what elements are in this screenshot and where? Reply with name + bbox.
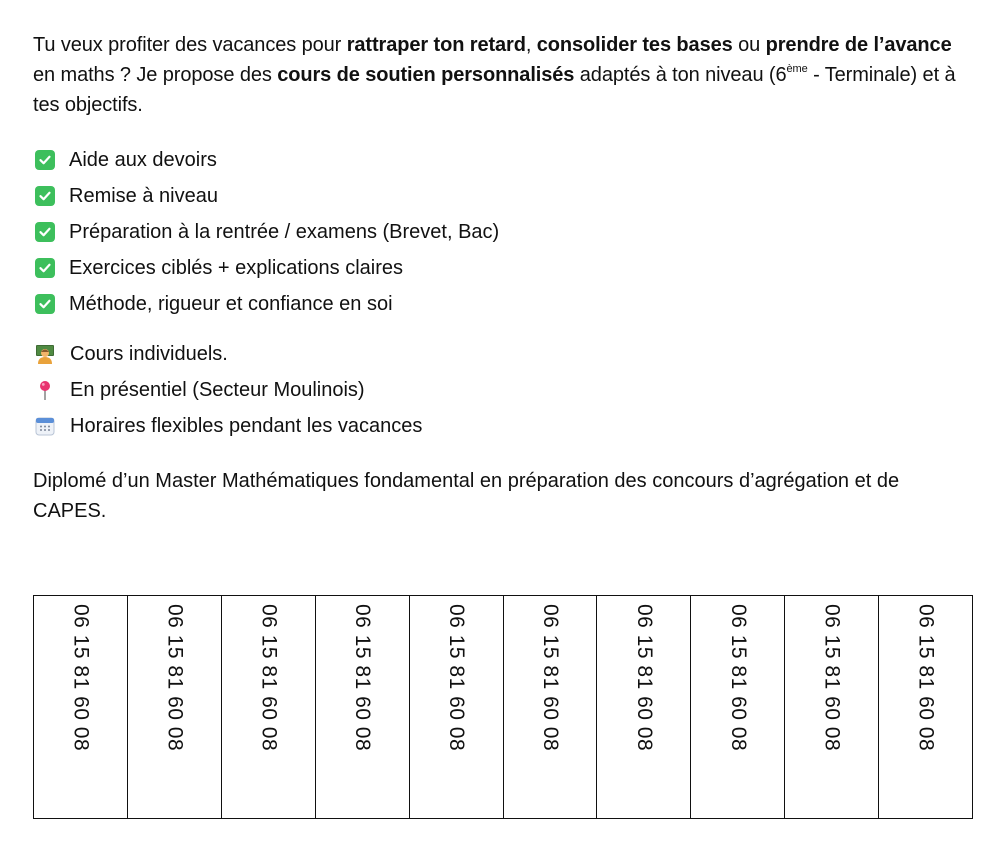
intro-bold-catch-up: rattraper ton retard xyxy=(346,34,526,56)
phone-number: 06 15 81 60 08 xyxy=(351,604,375,752)
intro-bold-get-ahead: prendre de l’avance xyxy=(765,34,952,56)
intro-text: Tu veux profiter des vacances pour xyxy=(33,34,347,56)
tear-off-tab[interactable] xyxy=(878,596,972,818)
checklist-item-label: Exercices ciblés + explications claires xyxy=(69,256,404,279)
calendar-icon xyxy=(34,415,56,437)
phone-number: 06 15 81 60 08 xyxy=(69,604,93,752)
flyer-content xyxy=(33,30,973,526)
info-item-individual xyxy=(33,336,973,372)
intro-text: , xyxy=(525,34,537,56)
diploma-paragraph: Diplomé d’un Master Mathématiques fondamental en préparation des concours d’agrégation et de CAPES. xyxy=(33,470,900,522)
info-item-schedule xyxy=(33,408,973,444)
checklist-item-label: Remise à niveau xyxy=(69,184,218,207)
intro-bold-consolidate: consolider tes bases xyxy=(536,34,733,56)
pushpin-icon xyxy=(34,379,56,401)
phone-number: 06 15 81 60 08 xyxy=(163,604,187,752)
services-checklist xyxy=(33,142,973,322)
tear-off-tab[interactable] xyxy=(221,596,315,818)
tear-off-tab[interactable] xyxy=(409,596,503,818)
checklist-item xyxy=(33,178,973,214)
phone-number: 06 15 81 60 08 xyxy=(257,604,281,752)
check-box-icon xyxy=(35,222,55,242)
intro-text: ou xyxy=(732,34,766,56)
info-item-label: En présentiel (Secteur Moulinois) xyxy=(70,378,365,401)
tear-off-tab[interactable] xyxy=(503,596,597,818)
intro-text: en maths ? Je propose des xyxy=(33,64,278,86)
tear-off-tab[interactable] xyxy=(784,596,878,818)
check-box-icon xyxy=(35,258,55,278)
checklist-item xyxy=(33,250,973,286)
checklist-item-label: Méthode, rigueur et confiance en soi xyxy=(69,292,393,315)
checklist-item xyxy=(33,214,973,250)
tear-off-tab[interactable] xyxy=(127,596,221,818)
phone-number: 06 15 81 60 08 xyxy=(914,604,938,752)
phone-number: 06 15 81 60 08 xyxy=(820,604,844,752)
check-box-icon xyxy=(35,294,55,314)
intro-text: - Terminale) et à tes objectifs. xyxy=(33,64,956,116)
tear-off-phone-strips xyxy=(33,595,973,819)
phone-number: 06 15 81 60 08 xyxy=(632,604,656,752)
intro-superscript: ème xyxy=(786,63,808,75)
phone-number: 06 15 81 60 08 xyxy=(538,604,562,752)
check-box-icon xyxy=(35,186,55,206)
tear-off-tab[interactable] xyxy=(34,596,127,818)
checklist-item-label: Aide aux devoirs xyxy=(69,148,217,171)
tear-off-tab[interactable] xyxy=(315,596,409,818)
intro-bold-personalized-lessons: cours de soutien personnalisés xyxy=(277,64,575,86)
teacher-icon xyxy=(34,343,56,365)
phone-number: 06 15 81 60 08 xyxy=(445,604,469,752)
info-item-location xyxy=(33,372,973,408)
checklist-item xyxy=(33,286,973,322)
intro-text: adaptés à ton niveau (6 xyxy=(574,64,787,86)
phone-number: 06 15 81 60 08 xyxy=(726,604,750,752)
checklist-item-label: Préparation à la rentrée / examens (Brevet, Bac) xyxy=(69,220,500,243)
info-item-label: Cours individuels. xyxy=(70,342,228,365)
check-box-icon xyxy=(35,150,55,170)
lesson-info-list xyxy=(33,336,973,444)
intro-paragraph xyxy=(33,30,973,120)
tear-off-tab[interactable] xyxy=(690,596,784,818)
tear-off-tab[interactable] xyxy=(596,596,690,818)
info-item-label: Horaires flexibles pendant les vacances xyxy=(70,414,423,437)
checklist-item xyxy=(33,142,973,178)
